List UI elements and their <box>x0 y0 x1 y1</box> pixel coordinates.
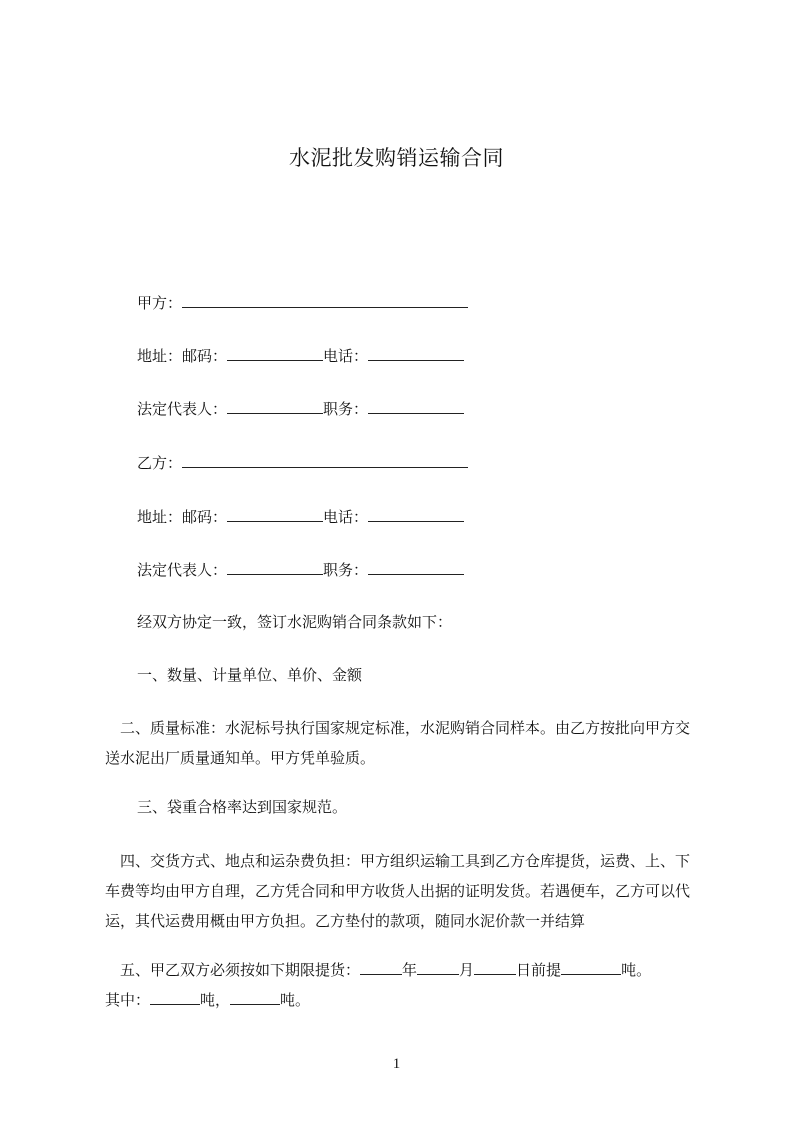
intro-text: 经双方协定一致，签订水泥购销合同条款如下： <box>137 613 453 631</box>
clause-1: 一、数量、计量单位、单价、金额 <box>137 666 363 684</box>
page-number: 1 <box>392 1056 401 1072</box>
ton-label: 吨。 <box>621 961 652 979</box>
ton-part2-blank[interactable] <box>230 989 280 1005</box>
party-a-rep-line <box>137 398 464 419</box>
among-label: 其中： <box>105 991 151 1009</box>
party-a-label: 甲方： <box>137 294 183 312</box>
year-blank[interactable] <box>360 959 402 975</box>
document-title: 水泥批发购销运输合同 <box>289 146 504 170</box>
party-a-blank[interactable] <box>182 292 468 308</box>
clause-3: 三、袋重合格率达到国家规范。 <box>137 798 348 816</box>
party-b-blank[interactable] <box>182 452 468 468</box>
party-a-line <box>137 292 468 313</box>
month-label: 月 <box>459 961 475 979</box>
party-b-rep-label: 法定代表人： <box>137 561 228 579</box>
party-b-position-label: 职务： <box>323 561 369 579</box>
day-label: 日前提 <box>516 961 562 979</box>
ton-part1-blank[interactable] <box>150 989 200 1005</box>
day-blank[interactable] <box>474 959 516 975</box>
party-a-address-label: 地址：邮码： <box>137 347 228 365</box>
party-b-phone-blank[interactable] <box>368 506 464 522</box>
party-b-rep-blank[interactable] <box>227 559 323 575</box>
clause-5 <box>105 955 703 1015</box>
party-a-phone-blank[interactable] <box>368 345 464 361</box>
ton-comma-label: 吨， <box>200 991 231 1009</box>
party-b-rep-line <box>137 559 464 580</box>
party-a-address-line <box>137 345 464 366</box>
party-b-position-blank[interactable] <box>368 559 464 575</box>
party-b-address-label: 地址：邮码： <box>137 508 228 526</box>
month-blank[interactable] <box>417 959 459 975</box>
party-a-position-label: 职务： <box>323 400 369 418</box>
clause-5-prefix: 五、甲乙双方必须按如下期限提货： <box>105 961 361 979</box>
party-a-position-blank[interactable] <box>368 398 464 414</box>
party-b-label: 乙方： <box>137 454 183 472</box>
party-a-postcode-blank[interactable] <box>227 345 323 361</box>
party-b-line <box>137 452 468 473</box>
clause-2: 二、质量标准：水泥标号执行国家规定标准，水泥购销合同样本。由乙方按批向甲方交送水泥出厂质量通知单。甲方凭单验质。 <box>105 719 691 767</box>
clause-4: 四、交货方式、地点和运杂费负担：甲方组织运输工具到乙方仓库提货，运费、上、下车费等均由甲方自理，乙方凭合同和甲方收货人出据的证明发货。若遇便车，乙方可以代运，其代运费用概由甲方负担。乙方垫付的款项，随同水泥价款一并结算 <box>105 852 691 930</box>
party-a-phone-label: 电话： <box>323 347 369 365</box>
party-b-postcode-blank[interactable] <box>227 506 323 522</box>
party-a-rep-blank[interactable] <box>227 398 323 414</box>
party-a-rep-label: 法定代表人： <box>137 400 228 418</box>
ton-total-blank[interactable] <box>561 959 621 975</box>
ton-end-label: 吨。 <box>280 991 311 1009</box>
party-b-phone-label: 电话： <box>323 508 369 526</box>
party-b-address-line <box>137 506 464 527</box>
year-label: 年 <box>402 961 418 979</box>
